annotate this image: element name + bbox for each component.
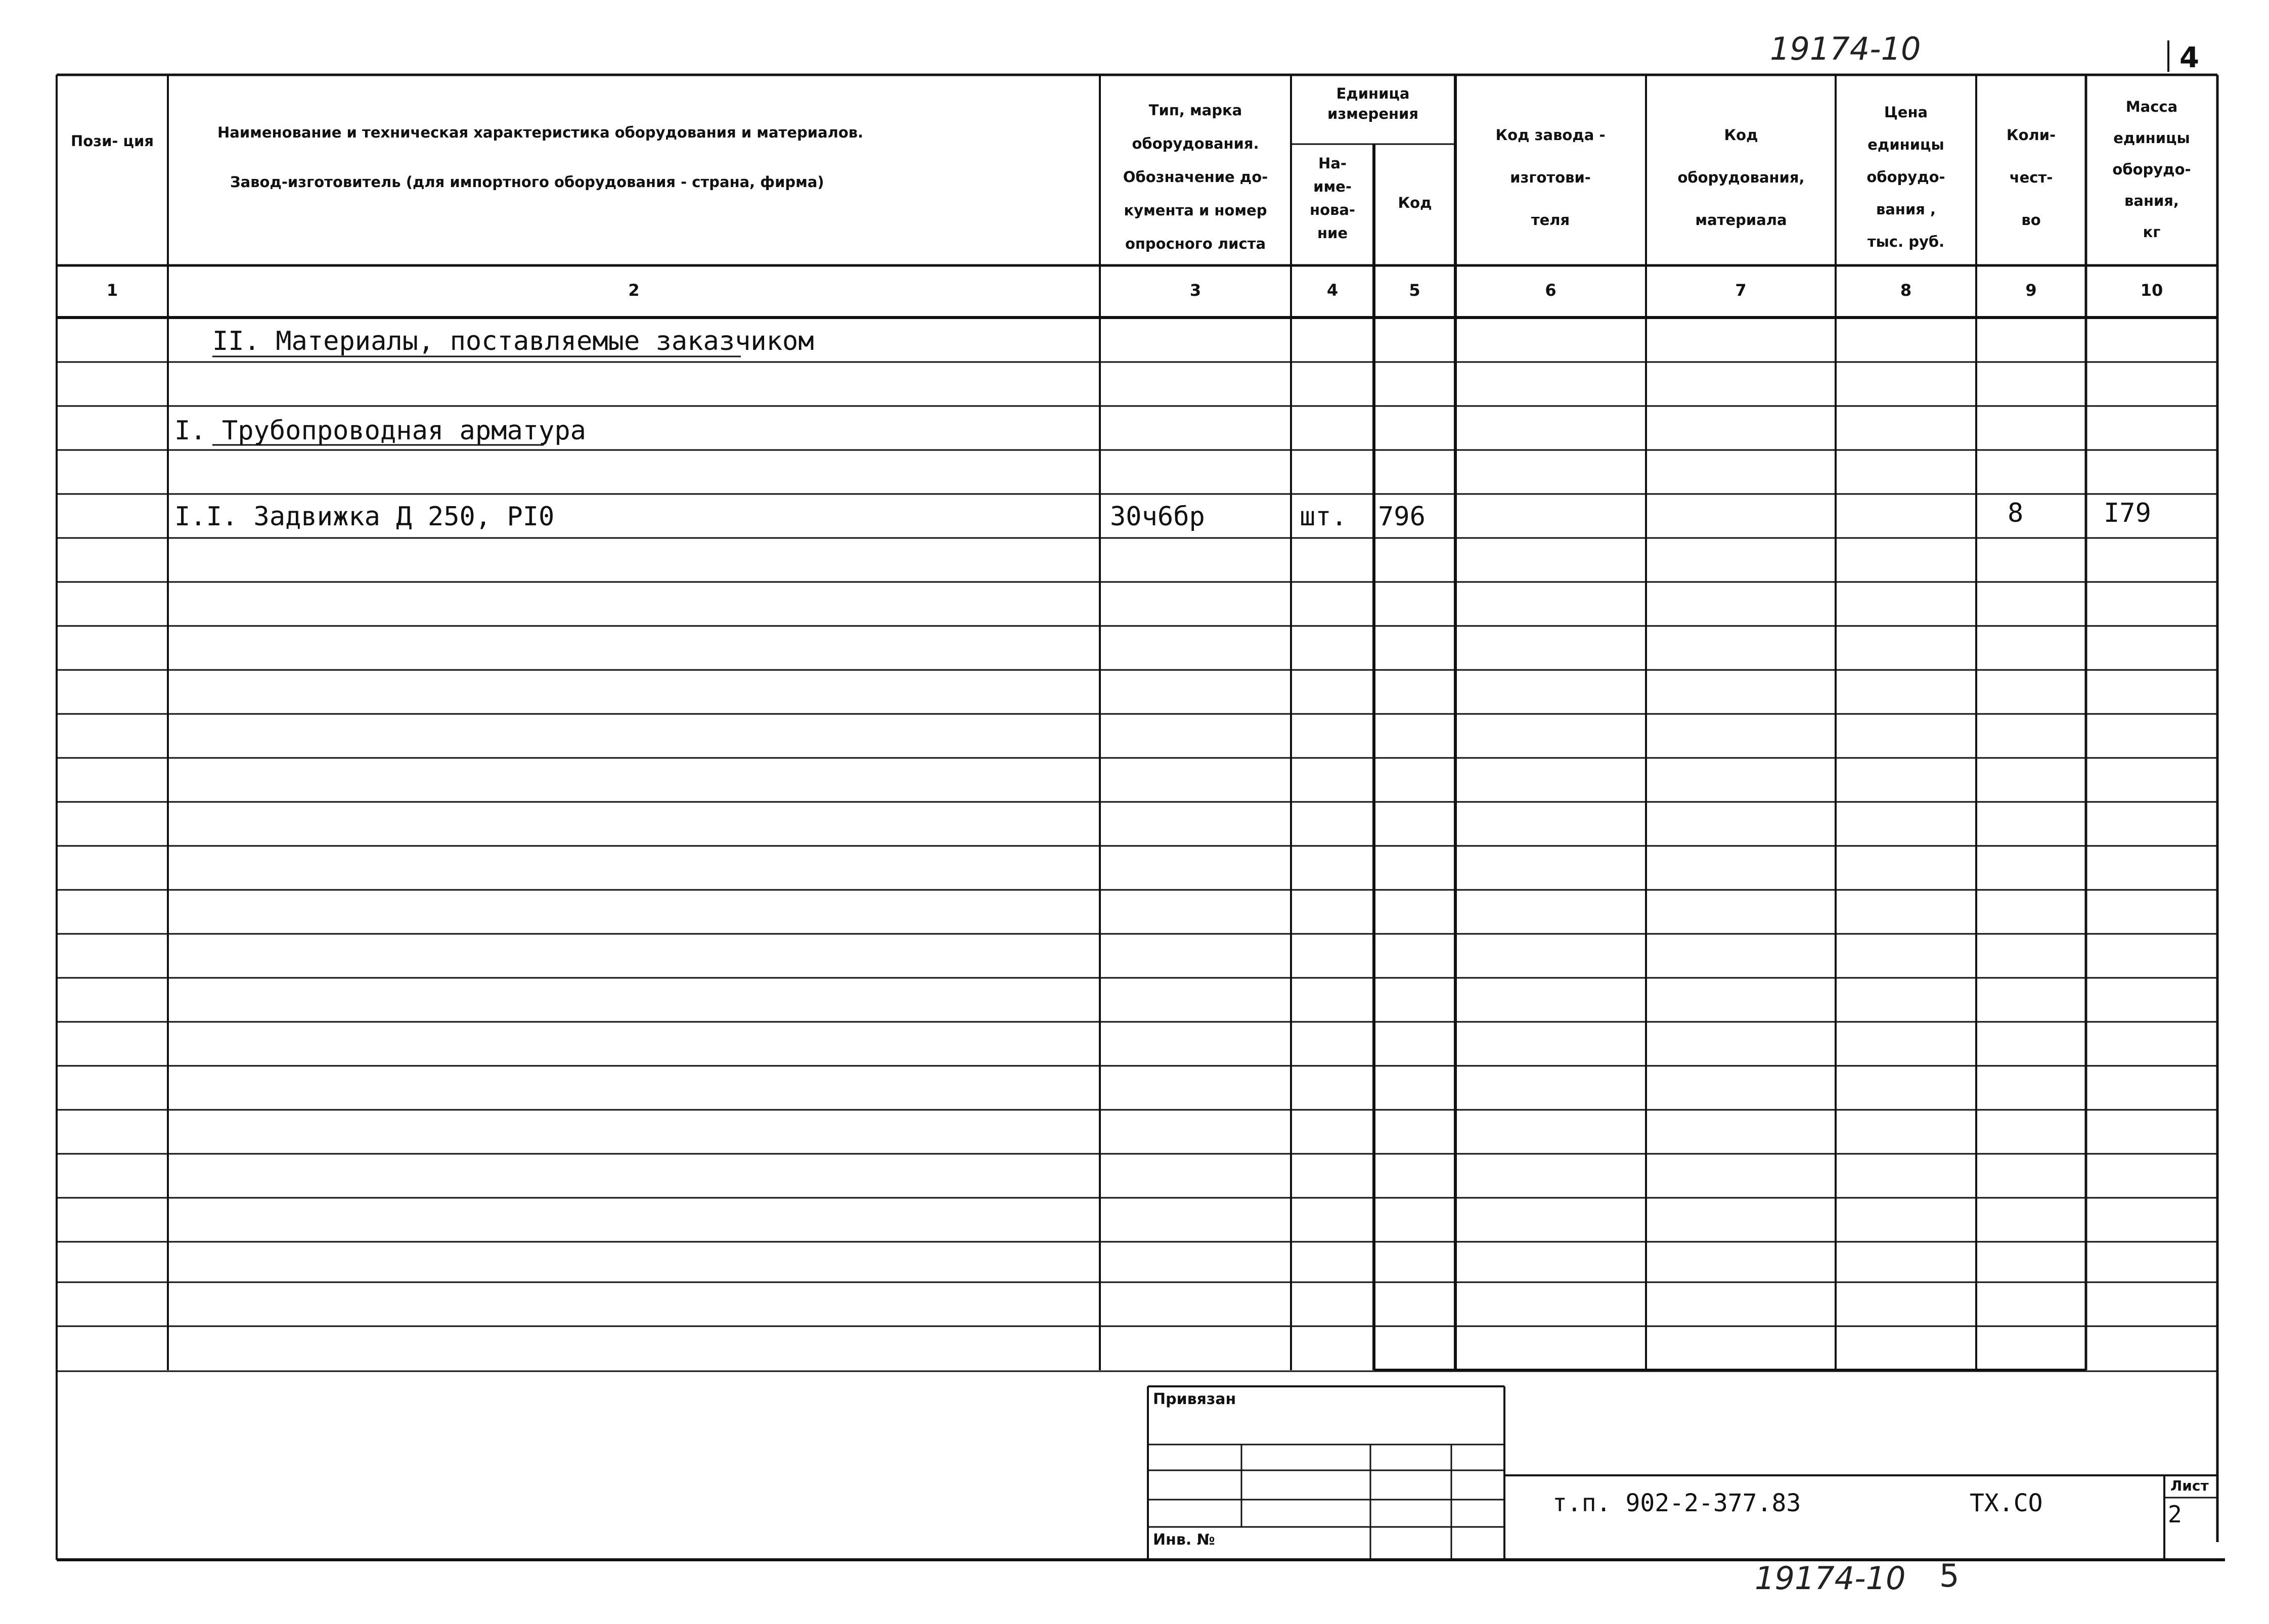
header-equipment-code: [1648, 114, 1835, 241]
header-price-l2: единицы: [1867, 136, 1944, 153]
header-price-l4: вания ,: [1876, 201, 1936, 218]
header-factory-code-l2: изготови-: [1510, 169, 1591, 186]
header-position-text: Пози- ция: [71, 132, 154, 150]
header-unit-name-l1: На-: [1318, 155, 1347, 172]
header-quantity-l2: чест-: [2009, 169, 2053, 186]
row-item-name: I.I. Задвижка Д 250, PI0: [174, 502, 555, 532]
header-mass-l5: кг: [2143, 223, 2161, 241]
row-item-mass: I79: [2104, 498, 2151, 528]
header-unit-name-l2: име-: [1313, 178, 1352, 195]
header-unit-name: [1292, 152, 1373, 245]
row-item-unit: шт.: [1300, 502, 1347, 532]
header-name-line2: Завод-изготовитель (для импортного оборудования - страна, фирма): [230, 173, 824, 191]
colnum-3: 3: [1189, 281, 1202, 300]
header-quantity: [1977, 114, 2085, 241]
header-price-l1: Цена: [1884, 104, 1928, 121]
header-mass-l3: оборудо-: [2112, 161, 2191, 178]
doc-number-bottom: 19174-10: [1755, 1560, 1906, 1597]
header-factory-code: [1456, 114, 1644, 241]
row-section-pipe-fittings: I. Трубопроводная арматура: [174, 416, 586, 446]
stamp-code: ТХ.СО: [1970, 1489, 2043, 1517]
header-unit-name-l3: нова-: [1310, 201, 1355, 218]
header-position: [67, 126, 158, 156]
header-mass: [2087, 91, 2216, 248]
colnum-2: 2: [628, 281, 640, 300]
header-price-l3: оборудо-: [1866, 168, 1945, 186]
colnum-5: 5: [1409, 281, 1420, 300]
page-number-top: 4: [2179, 41, 2199, 74]
header-unit-code: Код: [1398, 194, 1432, 211]
header-type-l3: Обозначение до-: [1123, 168, 1268, 186]
stamp-privyazan: Привязан: [1153, 1390, 1236, 1408]
stamp-designation: т.п. 902-2-377.83: [1552, 1489, 1801, 1517]
row-item-type: 30ч6бр: [1110, 502, 1205, 532]
stamp-sheet-label: Лист: [2170, 1477, 2209, 1494]
header-factory-code-l1: Код завода -: [1495, 126, 1606, 144]
header-equipment-code-l1: Код: [1724, 126, 1758, 144]
header-type-l1: Тип, марка: [1148, 102, 1242, 119]
row-item-qty: 8: [2008, 498, 2024, 528]
header-quantity-l1: Коли-: [2006, 126, 2056, 144]
stamp-inv: Инв. №: [1153, 1531, 1215, 1549]
header-quantity-l3: во: [2021, 211, 2041, 229]
header-mass-l2: единицы: [2113, 129, 2190, 147]
colnum-7: 7: [1735, 281, 1747, 300]
header-mass-l4: вания,: [2124, 192, 2179, 209]
header-price: [1837, 96, 1975, 258]
header-unit-group: Единица измерения: [1327, 85, 1418, 122]
header-unit-name-l4: ние: [1317, 224, 1348, 242]
stamp-sheet-number: 2: [2168, 1501, 2182, 1528]
header-type-l2: оборудования.: [1132, 135, 1259, 152]
header-equipment-code-l3: материала: [1695, 211, 1787, 229]
header-name-line1: Наименование и техническая характеристика оборудования и материалов.: [217, 124, 864, 141]
header-price-l5: тыс. руб.: [1867, 233, 1945, 250]
header-factory-code-l3: теля: [1531, 211, 1570, 229]
header-type-l5: опросного листа: [1125, 235, 1266, 252]
doc-number-top: 19174-10: [1770, 30, 1921, 67]
page-number-bottom: 5: [1939, 1557, 1960, 1594]
colnum-9: 9: [2025, 281, 2037, 300]
header-type: [1101, 94, 1289, 260]
header-equipment-code-l2: оборудования,: [1677, 169, 1805, 186]
header-mass-l1: Масса: [2125, 98, 2178, 115]
row-item-code: 796: [1378, 502, 1426, 532]
colnum-10: 10: [2140, 281, 2163, 300]
colnum-8: 8: [1900, 281, 1912, 300]
colnum-6: 6: [1545, 281, 1556, 300]
row-section-materials: II. Материалы, поставляемые заказчиком: [212, 326, 814, 356]
colnum-4: 4: [1326, 281, 1339, 300]
header-type-l4: кумента и номер: [1124, 202, 1267, 219]
colnum-1: 1: [106, 281, 118, 300]
